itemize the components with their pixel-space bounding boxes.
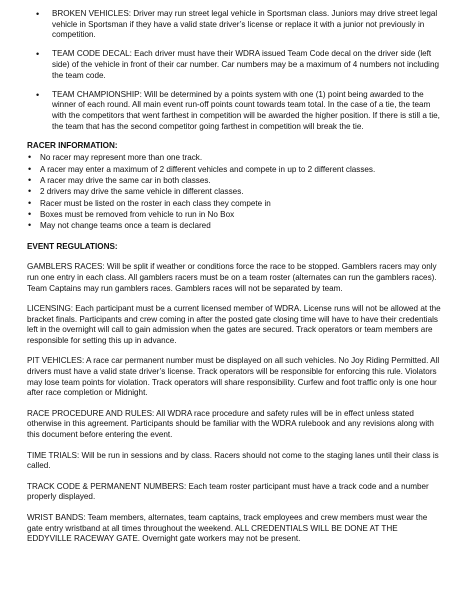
list-item-team-championship: • TEAM CHAMPIONSHIP: Will be determined by a points system with one (1) point being awarded to the winner of each round. All main event run-off points count towards team total. In the case of a tie, the team with the competitors that went farthest in competition will be awarded the higher position. If there is still a tie, the team that has the second competitor going farthest in competition will break the tie. — [52, 90, 443, 132]
track-code-paragraph: TRACK CODE & PERMANENT NUMBERS: Each team roster participant must have a track code and a number properly displayed. — [27, 481, 429, 502]
list-item-broken-vehicles: • BROKEN VEHICLES: Driver may run street legal vehicle in Sportsman class. Juniors may drive street legal vehicle in Sportsman if they have a valid state driver’s license or replace it with a junior not previously in competition. — [52, 9, 443, 41]
top-bullet-list — [27, 9, 443, 132]
racer-information-list — [27, 152, 443, 231]
list-item: • A racer may enter a maximum of 2 different vehicles and compete in up to 2 different classes. — [40, 164, 443, 175]
time-trials-paragraph: TIME TRIALS: Will be run in sessions and by class. Racers should not come to the staging lanes until their class is called. — [27, 450, 439, 471]
pit-vehicles-paragraph: PIT VEHICLES: A race car permanent number must be displayed on all such vehicles. No Joy Riding Permitted. All drivers must have a valid state driver’s license. Track operators will be responsible for enforcing this rule. Violators may lose team points for violation. Track operators will share responsibility. Curfew and foot traffic only is one hour after race completion or Midnight. — [27, 356, 440, 398]
list-item: • Racer must be listed on the roster in each class they compete in — [40, 198, 443, 209]
licensing-paragraph: LICENSING: Each participant must be a current licensed member of WDRA. License runs will not be allowed at the bracket finals. Participants and crew coming in after the posted gate closing time will have to have their credentials left in the overnight will call to gain admission when the gates are secured. Track operators or team members are responsible for setting this up in advance. — [27, 304, 441, 345]
list-item: • Boxes must be removed from vehicle to run in No Box — [40, 209, 443, 220]
list-item: • May not change teams once a team is declared — [40, 220, 443, 231]
racer-information-heading: RACER INFORMATION: — [27, 140, 118, 150]
list-item: • No racer may represent more than one track. — [40, 152, 443, 163]
wrist-bands-paragraph: WRIST BANDS: Team members, alternates, team captains, track employees and crew members must wear the gate entry wristband at all times throughout the weekend. ALL CREDENTIALS WILL BE DONE AT THE EDDYVILLE RACEWAY GATE. Overnight gate workers may not be present. — [27, 513, 428, 544]
race-procedure-paragraph: RACE PROCEDURE AND RULES: All WDRA race procedure and safety rules will be in effect unless stated otherwise in this agreement. Participants should be familiar with the WDRA rulebook and any revisions along with this document before entering the event. — [27, 408, 434, 440]
list-item: • 2 drivers may drive the same vehicle in different classes. — [40, 186, 443, 197]
event-regulations-heading: EVENT REGULATIONS: — [27, 241, 118, 251]
gamblers-races-paragraph: GAMBLERS RACES: Will be split if weather or conditions force the race to be stopped. Gamblers racers may only run one entry in each class. All gamblers racers must be on a team roster (alternates can run the gamblers races). Team Captains may run gamblers races. Gamblers races will not be separated by team. — [27, 262, 437, 293]
list-item: • A racer may drive the same car in both classes. — [40, 175, 443, 186]
list-item-team-code-decal: • TEAM CODE DECAL: Each driver must have their WDRA issued Team Code decal on the driver side (left side) of the vehicle in front of their car number. Car numbers may be a maximum of 4 numbers not including the team code. — [52, 49, 443, 81]
